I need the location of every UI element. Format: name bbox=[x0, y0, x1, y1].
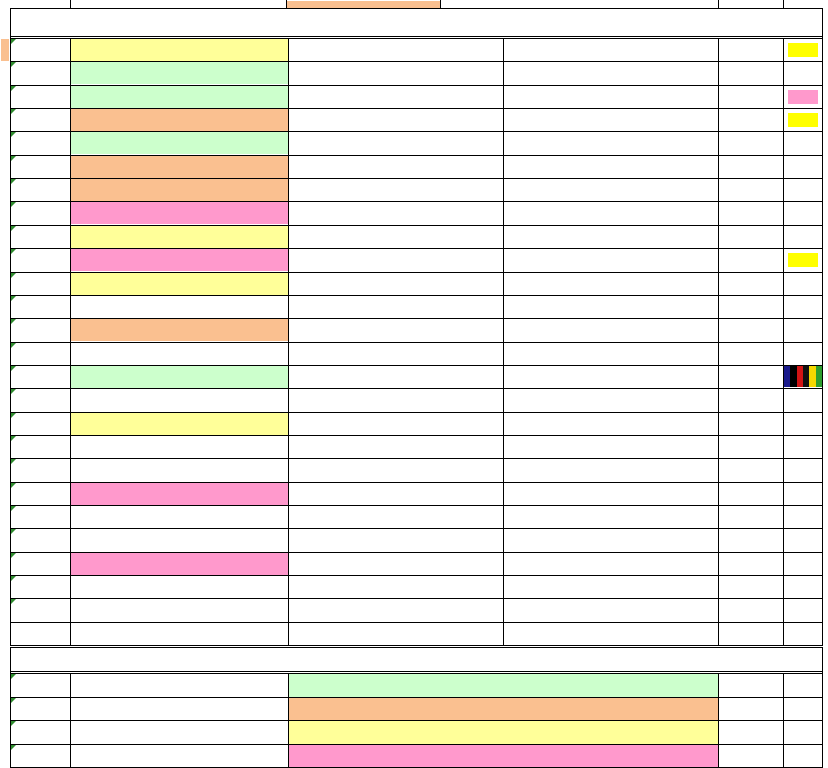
team-col-border bbox=[70, 673, 71, 767]
rank-cell[interactable] bbox=[11, 343, 70, 365]
points-cell[interactable] bbox=[719, 179, 783, 201]
general-ranking-title bbox=[10, 8, 822, 36]
row-border bbox=[10, 342, 823, 343]
rank-cell[interactable] bbox=[11, 483, 70, 505]
team-col-border bbox=[10, 673, 11, 767]
team-points-cell[interactable] bbox=[719, 721, 783, 744]
cell-marker bbox=[11, 529, 16, 534]
rider-lastname-cell[interactable] bbox=[71, 226, 288, 248]
cell-marker bbox=[11, 674, 16, 679]
rainbow-jersey-icon bbox=[784, 366, 822, 387]
row-border bbox=[10, 85, 823, 86]
row-border bbox=[10, 458, 823, 459]
rank-cell[interactable] bbox=[11, 389, 70, 411]
cell-marker bbox=[11, 39, 16, 44]
rider-lastname-cell[interactable] bbox=[71, 156, 288, 178]
rider-lastname-cell[interactable] bbox=[71, 366, 288, 388]
rider-team-cell[interactable] bbox=[504, 249, 718, 271]
rider-team-cell[interactable] bbox=[504, 132, 718, 154]
rank-cell[interactable] bbox=[11, 202, 70, 224]
rider-firstname-cell[interactable] bbox=[289, 86, 503, 108]
rider-firstname-cell[interactable] bbox=[289, 459, 503, 481]
team-row-border bbox=[10, 673, 823, 674]
rank-cell[interactable] bbox=[11, 296, 70, 318]
cell-marker bbox=[11, 179, 16, 184]
rider-firstname-cell[interactable] bbox=[289, 109, 503, 131]
team-row-border bbox=[10, 697, 823, 698]
rider-lastname-cell[interactable] bbox=[71, 529, 288, 551]
rider-lastname-cell[interactable] bbox=[71, 273, 288, 295]
row-header-highlight bbox=[1, 39, 9, 61]
rider-firstname-cell[interactable] bbox=[289, 553, 503, 575]
rider-lastname-cell[interactable] bbox=[71, 553, 288, 575]
rider-lastname-cell[interactable] bbox=[71, 179, 288, 201]
team-points-cell[interactable] bbox=[719, 745, 783, 768]
cell-marker bbox=[11, 599, 16, 604]
points-cell[interactable] bbox=[719, 62, 783, 84]
team-ranking-title bbox=[10, 647, 822, 671]
row-border bbox=[10, 225, 823, 226]
rank-cell[interactable] bbox=[11, 599, 70, 621]
rider-lastname-cell[interactable] bbox=[71, 483, 288, 505]
rider-firstname-cell[interactable] bbox=[289, 413, 503, 435]
row-border bbox=[10, 155, 823, 156]
team-name-cell[interactable] bbox=[289, 674, 718, 697]
rider-firstname-cell[interactable] bbox=[289, 483, 503, 505]
rider-firstname-cell[interactable] bbox=[289, 296, 503, 318]
row-border bbox=[10, 131, 823, 132]
row-border bbox=[10, 575, 823, 576]
team-row-border bbox=[10, 744, 823, 745]
points-cell[interactable] bbox=[719, 343, 783, 365]
team-title-bottom-border bbox=[10, 671, 823, 672]
row-border bbox=[10, 482, 823, 483]
cell-marker bbox=[11, 62, 16, 67]
cell-marker bbox=[11, 202, 16, 207]
col-border bbox=[718, 38, 719, 645]
row-border bbox=[10, 61, 823, 62]
rank-cell[interactable] bbox=[11, 273, 70, 295]
points-cell[interactable] bbox=[719, 506, 783, 528]
col-border bbox=[288, 38, 289, 645]
points-cell[interactable] bbox=[719, 366, 783, 388]
rider-team-cell[interactable] bbox=[504, 343, 718, 365]
team-label-cell[interactable] bbox=[71, 698, 288, 721]
team-rank-cell[interactable] bbox=[11, 745, 70, 768]
rider-team-cell[interactable] bbox=[504, 179, 718, 201]
rider-lastname-cell[interactable] bbox=[71, 389, 288, 411]
rank-cell[interactable] bbox=[11, 366, 70, 388]
team-rank-cell[interactable] bbox=[11, 674, 70, 697]
rider-firstname-cell[interactable] bbox=[289, 226, 503, 248]
points-cell[interactable] bbox=[719, 132, 783, 154]
team-col-border bbox=[718, 673, 719, 767]
rider-lastname-cell[interactable] bbox=[71, 249, 288, 271]
points-cell[interactable] bbox=[719, 202, 783, 224]
rider-firstname-cell[interactable] bbox=[289, 506, 503, 528]
team-col-border bbox=[288, 673, 289, 767]
rider-team-cell[interactable] bbox=[504, 156, 718, 178]
rank-cell[interactable] bbox=[11, 109, 70, 131]
rider-lastname-cell[interactable] bbox=[71, 39, 288, 61]
row-border bbox=[10, 178, 823, 179]
rider-lastname-cell[interactable] bbox=[71, 202, 288, 224]
rider-firstname-cell[interactable] bbox=[289, 179, 503, 201]
title-right-border bbox=[822, 8, 823, 38]
rank-cell[interactable] bbox=[11, 553, 70, 575]
rank-cell[interactable] bbox=[11, 156, 70, 178]
team-points-cell[interactable] bbox=[719, 674, 783, 697]
team-col-border bbox=[783, 673, 784, 767]
rider-team-cell[interactable] bbox=[504, 389, 718, 411]
rider-team-cell[interactable] bbox=[504, 109, 718, 131]
team-label-cell[interactable] bbox=[71, 745, 288, 768]
row-border bbox=[10, 505, 823, 506]
rider-team-cell[interactable] bbox=[504, 506, 718, 528]
points-cell[interactable] bbox=[719, 39, 783, 61]
rider-firstname-cell[interactable] bbox=[289, 366, 503, 388]
rider-firstname-cell[interactable] bbox=[289, 343, 503, 365]
rider-team-cell[interactable] bbox=[504, 296, 718, 318]
rider-lastname-cell[interactable] bbox=[71, 62, 288, 84]
header-strip bbox=[287, 1, 440, 8]
rider-firstname-cell[interactable] bbox=[289, 389, 503, 411]
row-border bbox=[10, 435, 823, 436]
rank-cell[interactable] bbox=[11, 413, 70, 435]
cell-marker bbox=[11, 226, 16, 231]
points-cell[interactable] bbox=[719, 389, 783, 411]
rider-firstname-cell[interactable] bbox=[289, 132, 503, 154]
rank-cell[interactable] bbox=[11, 319, 70, 341]
team-rank-cell[interactable] bbox=[11, 698, 70, 721]
rider-team-cell[interactable] bbox=[504, 553, 718, 575]
rider-firstname-cell[interactable] bbox=[289, 436, 503, 458]
cell-marker bbox=[11, 459, 16, 464]
rider-team-cell[interactable] bbox=[504, 202, 718, 224]
rank-cell[interactable] bbox=[11, 576, 70, 598]
row-border bbox=[10, 598, 823, 599]
rider-firstname-cell[interactable] bbox=[289, 156, 503, 178]
rank-cell[interactable] bbox=[11, 62, 70, 84]
rider-team-cell[interactable] bbox=[504, 319, 718, 341]
rider-team-cell[interactable] bbox=[504, 483, 718, 505]
points-cell[interactable] bbox=[719, 553, 783, 575]
col-line bbox=[70, 0, 71, 8]
rider-lastname-cell[interactable] bbox=[71, 109, 288, 131]
title-bottom-border bbox=[10, 36, 823, 37]
col-line bbox=[783, 0, 784, 8]
cell-marker bbox=[11, 296, 16, 301]
rider-lastname-cell[interactable] bbox=[71, 459, 288, 481]
col-line bbox=[440, 0, 441, 8]
rider-firstname-cell[interactable] bbox=[289, 202, 503, 224]
jersey-tag bbox=[788, 90, 818, 104]
points-cell[interactable] bbox=[719, 226, 783, 248]
points-cell[interactable] bbox=[719, 319, 783, 341]
points-cell[interactable] bbox=[719, 483, 783, 505]
rider-team-cell[interactable] bbox=[504, 366, 718, 388]
cell-marker bbox=[11, 109, 16, 114]
rider-team-cell[interactable] bbox=[504, 459, 718, 481]
rider-firstname-cell[interactable] bbox=[289, 249, 503, 271]
rank-cell[interactable] bbox=[11, 436, 70, 458]
rider-lastname-cell[interactable] bbox=[71, 576, 288, 598]
rank-cell[interactable] bbox=[11, 506, 70, 528]
cell-marker bbox=[11, 436, 16, 441]
cell-marker bbox=[11, 553, 16, 558]
rider-team-cell[interactable] bbox=[504, 39, 718, 61]
rider-firstname-cell[interactable] bbox=[289, 319, 503, 341]
cell-marker bbox=[11, 319, 16, 324]
points-cell[interactable] bbox=[719, 109, 783, 131]
points-cell[interactable] bbox=[719, 436, 783, 458]
col-border bbox=[70, 38, 71, 645]
cell-marker bbox=[11, 698, 16, 703]
cell-marker bbox=[11, 483, 16, 488]
col-border bbox=[503, 38, 504, 645]
rider-team-cell[interactable] bbox=[504, 226, 718, 248]
cell-marker bbox=[11, 576, 16, 581]
team-col-border bbox=[822, 673, 823, 767]
row-border bbox=[10, 645, 823, 646]
points-cell[interactable] bbox=[719, 413, 783, 435]
rider-firstname-cell[interactable] bbox=[289, 529, 503, 551]
cell-marker bbox=[11, 721, 16, 726]
points-cell[interactable] bbox=[719, 249, 783, 271]
cell-marker bbox=[11, 413, 16, 418]
team-name-cell[interactable] bbox=[289, 745, 718, 768]
jersey-tag bbox=[788, 253, 818, 267]
rank-cell[interactable] bbox=[11, 529, 70, 551]
rider-lastname-cell[interactable] bbox=[71, 413, 288, 435]
rider-team-cell[interactable] bbox=[504, 413, 718, 435]
rider-team-cell[interactable] bbox=[504, 86, 718, 108]
rider-lastname-cell[interactable] bbox=[71, 296, 288, 318]
cell-marker bbox=[11, 132, 16, 137]
rank-cell[interactable] bbox=[11, 179, 70, 201]
col-border bbox=[10, 38, 11, 645]
points-cell[interactable] bbox=[719, 576, 783, 598]
rider-team-cell[interactable] bbox=[504, 576, 718, 598]
points-cell[interactable] bbox=[719, 156, 783, 178]
points-cell[interactable] bbox=[719, 296, 783, 318]
points-cell[interactable] bbox=[719, 599, 783, 621]
cell-marker bbox=[11, 86, 16, 91]
team-name-cell[interactable] bbox=[289, 721, 718, 744]
row-border bbox=[10, 108, 823, 109]
team-title-right-border bbox=[822, 647, 823, 673]
cell-marker bbox=[11, 156, 16, 161]
row-border bbox=[10, 388, 823, 389]
cell-marker bbox=[11, 506, 16, 511]
jersey-tag bbox=[788, 113, 818, 127]
rider-lastname-cell[interactable] bbox=[71, 343, 288, 365]
points-cell[interactable] bbox=[719, 459, 783, 481]
rider-team-cell[interactable] bbox=[504, 62, 718, 84]
rank-cell[interactable] bbox=[11, 249, 70, 271]
row-border bbox=[10, 248, 823, 249]
cell-marker bbox=[11, 249, 16, 254]
cell-marker bbox=[11, 745, 16, 750]
rider-team-cell[interactable] bbox=[504, 436, 718, 458]
rider-firstname-cell[interactable] bbox=[289, 62, 503, 84]
row-border bbox=[10, 528, 823, 529]
cell-marker bbox=[11, 389, 16, 394]
row-border bbox=[10, 552, 823, 553]
row-border bbox=[10, 412, 823, 413]
rider-lastname-cell[interactable] bbox=[71, 506, 288, 528]
rider-lastname-cell[interactable] bbox=[71, 319, 288, 341]
row-border bbox=[10, 38, 823, 39]
row-border bbox=[10, 201, 823, 202]
rank-cell[interactable] bbox=[11, 86, 70, 108]
rider-firstname-cell[interactable] bbox=[289, 273, 503, 295]
rider-firstname-cell[interactable] bbox=[289, 39, 503, 61]
team-points-cell[interactable] bbox=[719, 698, 783, 721]
row-border bbox=[10, 295, 823, 296]
team-label-cell[interactable] bbox=[71, 674, 288, 697]
rank-cell[interactable] bbox=[11, 132, 70, 154]
rider-team-cell[interactable] bbox=[504, 273, 718, 295]
jersey-tag bbox=[788, 43, 818, 57]
rider-lastname-cell[interactable] bbox=[71, 599, 288, 621]
col-line bbox=[286, 0, 287, 8]
points-cell[interactable] bbox=[719, 529, 783, 551]
rank-cell[interactable] bbox=[11, 226, 70, 248]
cell-marker bbox=[11, 273, 16, 278]
team-name-cell[interactable] bbox=[289, 698, 718, 721]
points-cell[interactable] bbox=[719, 86, 783, 108]
rider-lastname-cell[interactable] bbox=[71, 436, 288, 458]
team-rank-cell[interactable] bbox=[11, 721, 70, 744]
row-border bbox=[10, 272, 823, 273]
rider-team-cell[interactable] bbox=[504, 529, 718, 551]
col-border bbox=[822, 38, 823, 645]
team-row-border bbox=[10, 720, 823, 721]
rider-lastname-cell[interactable] bbox=[71, 86, 288, 108]
rider-firstname-cell[interactable] bbox=[289, 576, 503, 598]
rider-team-cell[interactable] bbox=[504, 599, 718, 621]
cell-marker bbox=[11, 366, 16, 371]
rank-cell[interactable] bbox=[11, 459, 70, 481]
col-border bbox=[783, 38, 784, 645]
col-line bbox=[718, 0, 719, 8]
rider-lastname-cell[interactable] bbox=[71, 132, 288, 154]
team-label-cell[interactable] bbox=[71, 721, 288, 744]
rank-cell[interactable] bbox=[11, 39, 70, 61]
cell-marker bbox=[11, 343, 16, 348]
row-border bbox=[10, 318, 823, 319]
row-border bbox=[10, 365, 823, 366]
points-cell[interactable] bbox=[719, 273, 783, 295]
row-border bbox=[10, 622, 823, 623]
rider-firstname-cell[interactable] bbox=[289, 599, 503, 621]
